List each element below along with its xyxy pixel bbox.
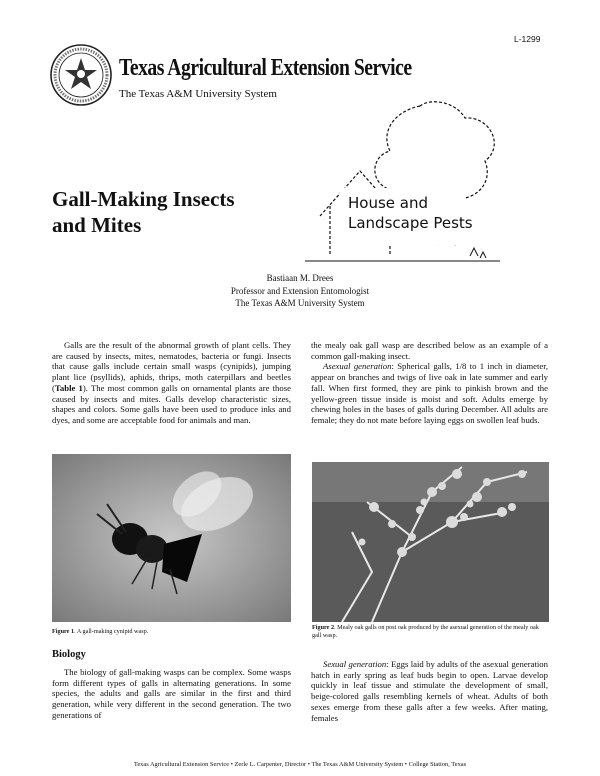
title-line1: Gall-Making Insects	[52, 187, 235, 211]
document-number: L-1299	[514, 34, 541, 44]
col2-continuation: the mealy oak gall wasp are described below as an example of a common gall-making insect.	[311, 340, 548, 361]
logo-line2: Landscape Pests	[348, 214, 473, 232]
figure-2-oak-galls-photo	[312, 462, 549, 622]
title-line2: and Mites	[52, 213, 142, 237]
biology-paragraph: The biology of gall-making wasps can be complex. Some wasps form different types of galls in alternating generations. In some species, the adults and galls are similar in the first and third generation, while very different in the second generation. The two generations of	[52, 667, 291, 720]
figure-1-wasp-photo	[52, 454, 291, 622]
house-and-landscape-pests-logo	[300, 96, 510, 272]
table-reference: Table 1	[54, 382, 83, 393]
agency-name: Texas Agricultural Extension Service	[119, 55, 412, 81]
author-affiliation: The Texas A&M University System	[235, 298, 365, 308]
asexual-generation-paragraph: Asexual generation: Spherical galls, 1/8 to 1 inch in diameter, appear on branches and twigs of live oak in late summer and early fall. When first formed, they are pink to pinkish brown and the yellow-green tissue inside is moist and soft. Adults emerge by chewing holes in the bases of galls during December. All adults are female; they do not mate before laying eggs on swollen leaf buds.	[311, 361, 548, 425]
figure-1-caption: Figure 1. A gall-making cynipid wasp.	[52, 628, 149, 635]
university-seal-icon	[50, 44, 112, 106]
author-name: Bastiaan M. Drees	[266, 273, 334, 283]
intro-paragraph: Galls are the result of the abnormal growth of plant cells. They are caused by insects, mites, nematodes, bacteria or fungi. Insects that cause galls include certain small wasps (cynipids), jumping plant lice (psyllids), aphids, thrips, moth caterpillars and beetles (Table 1). The most common galls on ornamental plants are those caused by insects and mites. Galls develop characteristic sizes, shapes and colors. Some galls have been used to produce inks and dyes, and some are acceptable food for animals and man.	[52, 340, 291, 425]
author-block	[0, 272, 600, 310]
biology-heading: Biology	[52, 649, 86, 660]
logo-line1: House and	[348, 194, 428, 212]
sexual-generation-paragraph: Sexual generation: Eggs laid by adults of the asexual generation hatch in early spring as leaf buds begin to open. Larvae develop quickly in leaf tissue and stimulate the development of small, beige-colored galls resembling kernels of wheat. Adults of both sexes emerge from these galls after a few weeks. After mating, females	[311, 659, 548, 723]
author-position: Professor and Extension Entomologist	[230, 285, 370, 296]
column-two-text	[311, 340, 548, 426]
footer: Texas Agricultural Extension Service • Zerle L. Carpenter, Director • The Texas A&M University System • College Station, Texas	[133, 761, 467, 768]
university-system: The Texas A&M University System	[119, 88, 277, 100]
page-title	[52, 186, 312, 238]
figure-2-caption: Figure 2. Mealy oak galls on post oak produced by the asexual generation of the mealy oak gall wasp.	[312, 624, 539, 639]
